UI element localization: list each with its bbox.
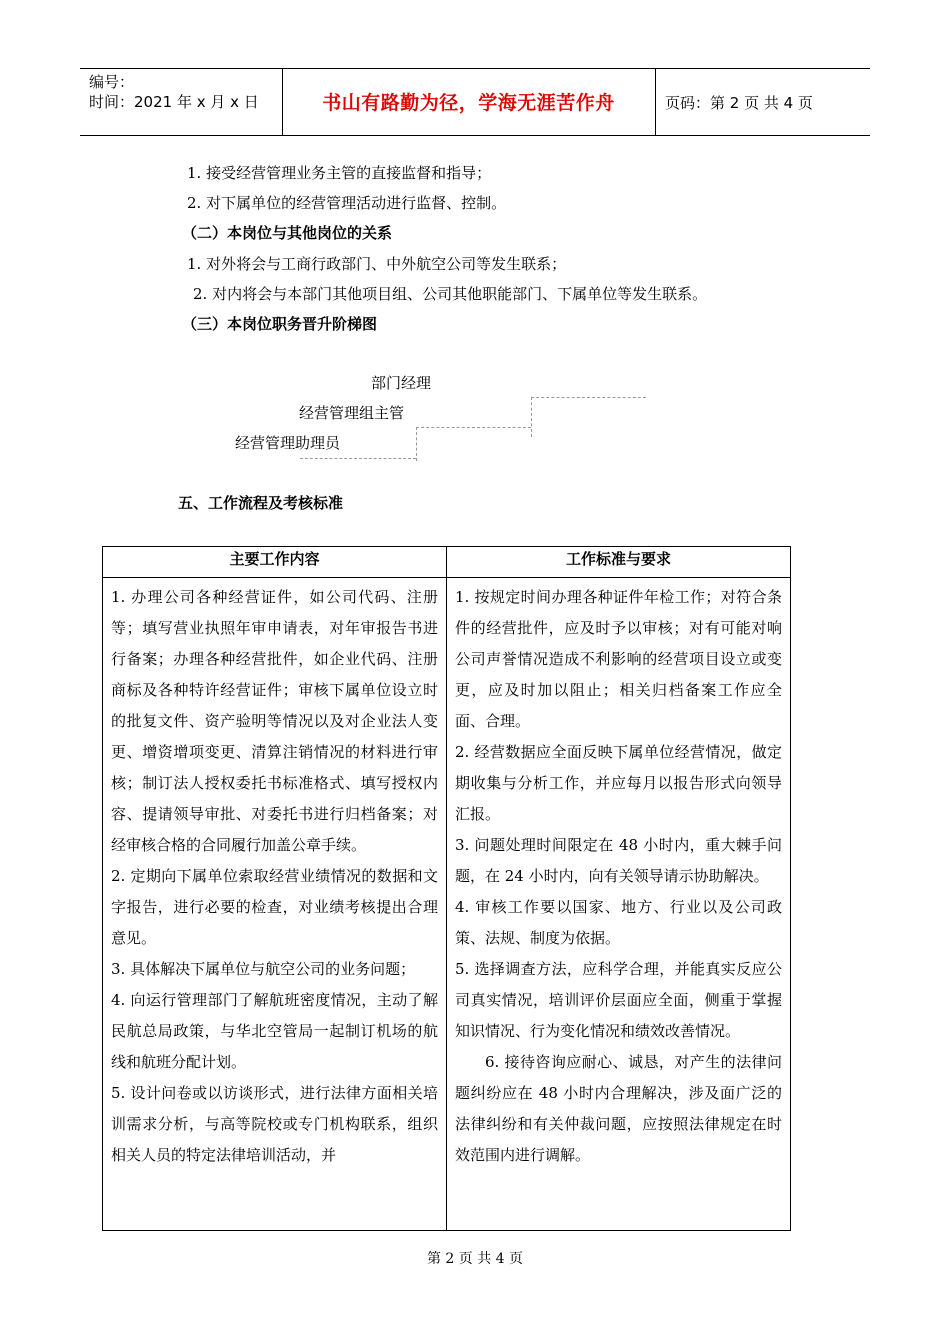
duty-line-2: 2. 对下属单位的经营管理活动进行监督、控制。 [187, 194, 507, 212]
standard-item: 2. 经营数据应全面反映下属单位经营情况，做定期收集与分析工作，并应每月以报告形式向领导汇报。 [455, 743, 782, 823]
work-item: 3. 具体解决下属单位与航空公司的业务问题； [111, 960, 416, 978]
ladder-step-line [531, 397, 646, 398]
table-row [103, 578, 791, 1231]
header-divider-right [655, 68, 656, 135]
ladder-level-assistant: 经营管理助理员 [235, 434, 341, 452]
section-heading-workflow: 五、工作流程及考核标准 [178, 494, 344, 512]
standard-item: 4. 审核工作要以国家、地方、行业以及公司政策、法规、制度为依据。 [455, 898, 782, 947]
ladder-riser-line [416, 427, 417, 461]
column-header-content: 主要工作内容 [103, 547, 447, 578]
document-number-label: 编号： [89, 73, 135, 91]
ladder-level-manager: 部门经理 [371, 374, 432, 392]
work-item: 5. 设计问卷或以访谈形式，进行法律方面相关培训需求分析，与高等院校或专门机构联系，组织相关人员的特定法律培训活动，并 [111, 1084, 438, 1164]
section-heading-relations: （二）本岗位与其他岗位的关系 [182, 224, 393, 242]
workflow-table [102, 546, 791, 1231]
work-item: 1. 办理公司各种经营证件，如公司代码、注册等；填写营业执照年审申请表，对年审报告书进行备案；办理各种经营批件，如企业代码、注册商标及各种特许经营证件；审核下属单位设立时的批复文件、资产验明等情况以及对企业法人变更、增资增项变更、清算注销情况的材料进行审核；制订法人授权委托书标准格式、填写授权内容、提请领导审批、对委托书进行归档备案；对经审核合格的合同履行加盖公章手续。 [111, 588, 438, 854]
document-date: 时间：2021 年 x 月 x 日 [89, 93, 259, 111]
section-heading-ladder: （三）本岗位职务晋升阶梯图 [182, 315, 378, 333]
header-page-number: 页码：第 2 页 共 4 页 [665, 94, 813, 112]
relation-line-2: 2. 对内将会与本部门其他项目组、公司其他职能部门、下属单位等发生联系。 [193, 285, 708, 303]
table-header-row [103, 547, 791, 578]
ladder-level-supervisor: 经营管理组主管 [299, 404, 405, 422]
relation-line-1: 1. 对外将会与工商行政部门、中外航空公司等发生联系； [187, 255, 567, 273]
header-top-rule [80, 68, 870, 69]
standard-item: 5. 选择调查方法，应科学合理，并能真实反应公司真实情况，培训评价层面应全面，侧重于掌握知识情况、行为变化情况和绩效改善情况。 [455, 960, 782, 1040]
header-bottom-rule [80, 135, 870, 136]
work-item: 2. 定期向下属单位索取经营业绩情况的数据和文字报告，进行必要的检查，对业绩考核提出合理意见。 [111, 867, 438, 947]
work-item: 4. 向运行管理部门了解航班密度情况，主动了解民航总局政策，与华北空管局一起制订机场的航线和航班分配计划。 [111, 991, 438, 1071]
duty-line-1: 1. 接受经营管理业务主管的直接监督和指导； [187, 164, 492, 182]
standard-item: 1. 按规定时间办理各种证件年检工作；对符合条件的经营批件，应及时予以审核；对有可能对响公司声誉情况造成不利影响的经营项目设立或变更，应及时加以阻止；相关归档备案工作应全面、合理。 [455, 588, 782, 730]
standard-item: 3. 问题处理时间限定在 48 小时内，重大棘手问题，在 24 小时内，向有关领导请示协助解决。 [455, 836, 782, 885]
column-header-standards: 工作标准与要求 [447, 547, 791, 578]
work-content-cell [103, 578, 447, 1231]
standard-item: 6. 接待咨询应耐心、诚恳，对产生的法律问题纠纷应在 48 小时内合理解决，涉及面广泛的法律纠纷和有关仲裁问题，应按照法律规定在时效范围内进行调解。 [455, 1053, 782, 1164]
ladder-step-line [416, 427, 531, 428]
header-motto: 书山有路勤为径，学海无涯苦作舟 [322, 92, 615, 114]
ladder-riser-line [531, 397, 532, 437]
page-footer: 第 2 页 共 4 页 [426, 1251, 524, 1267]
ladder-step-line [300, 458, 416, 459]
header-meta [89, 72, 259, 112]
work-standard-cell [447, 578, 791, 1231]
